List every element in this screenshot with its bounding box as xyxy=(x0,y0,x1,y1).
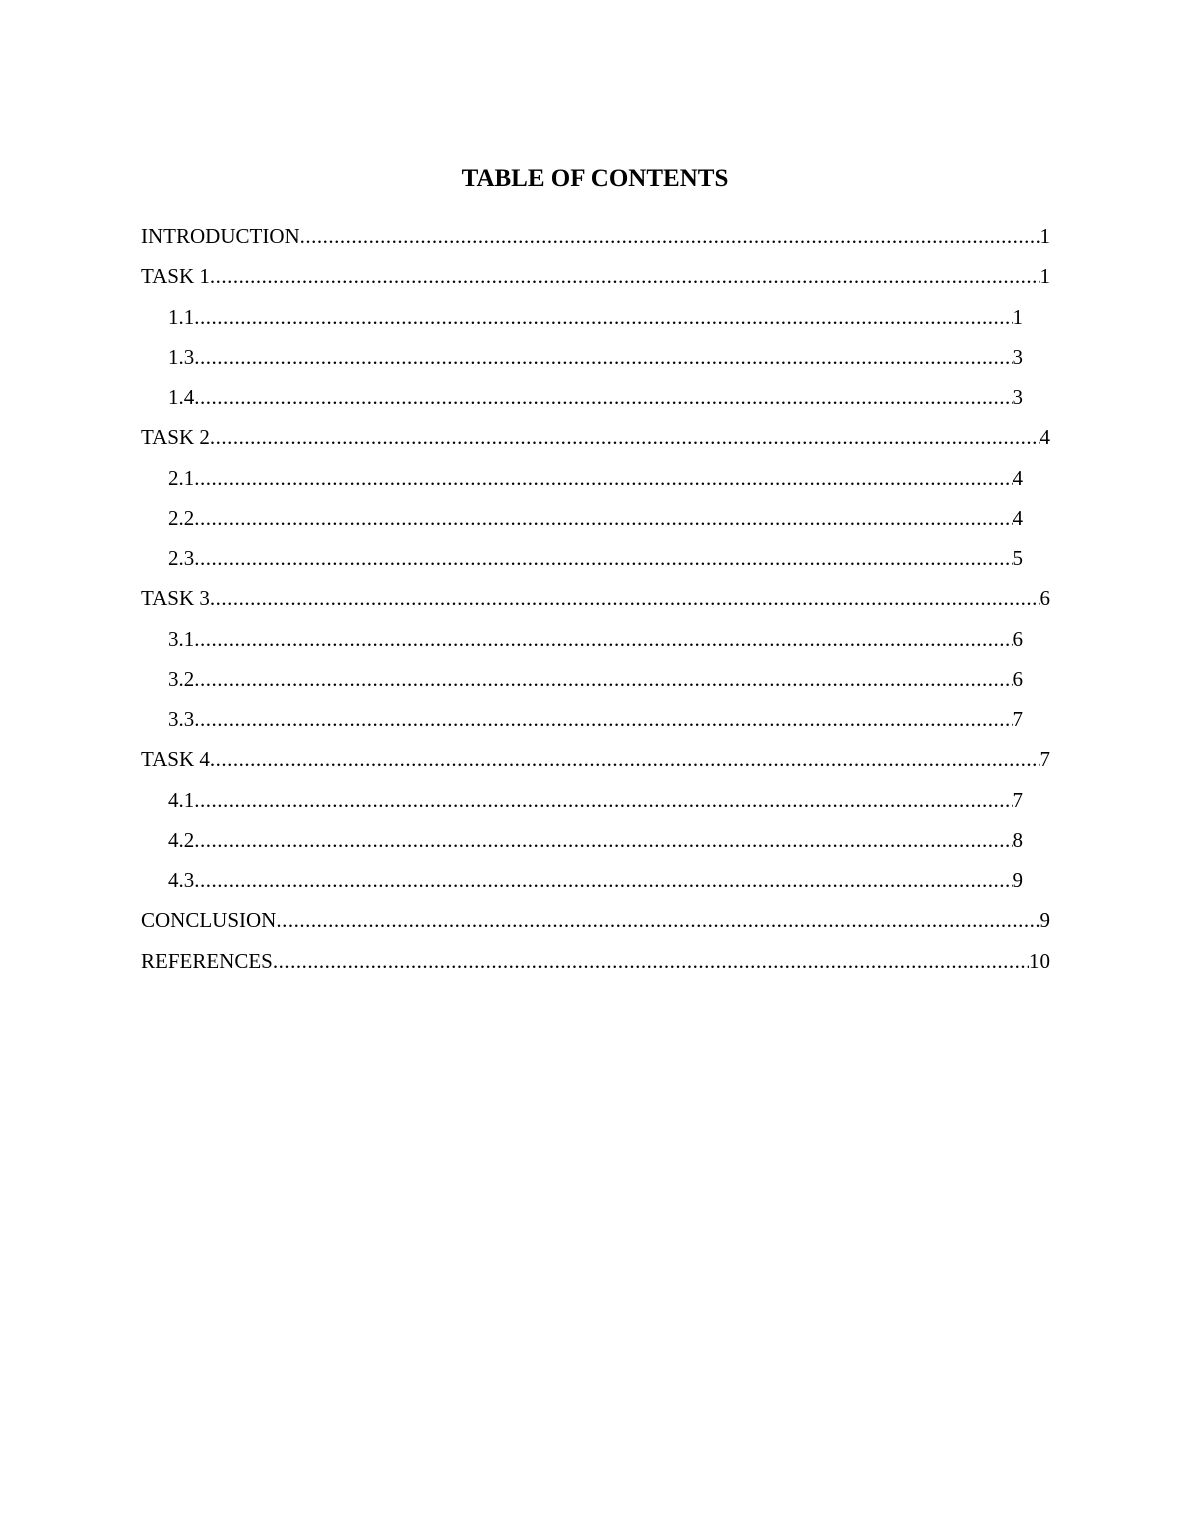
toc-entry[interactable] xyxy=(168,784,1023,824)
toc-entry-label: TASK 3 xyxy=(141,586,210,611)
toc-dot-leader xyxy=(273,945,1029,977)
toc-dot-leader xyxy=(194,542,1012,574)
toc-entry[interactable] xyxy=(168,341,1023,381)
toc-entry-page-number: 3 xyxy=(1012,385,1023,409)
toc-entry-label: 2.2 xyxy=(168,505,195,530)
toc-dot-leader xyxy=(194,703,1012,735)
toc-entry-page-number: 1 xyxy=(1039,264,1050,289)
toc-entry-page-number: 6 xyxy=(1012,626,1023,651)
toc-entry[interactable] xyxy=(141,582,1050,622)
toc-entry-label: 4.3 xyxy=(168,868,195,892)
toc-entry[interactable] xyxy=(168,864,1023,904)
toc-entry-page-number: 1 xyxy=(1039,224,1050,248)
toc-entry[interactable] xyxy=(141,945,1050,985)
toc-entry-page-number: 5 xyxy=(1012,546,1023,570)
toc-entry-label: 2.1 xyxy=(168,465,195,490)
toc-entry[interactable] xyxy=(168,623,1023,663)
toc-heading: TABLE OF CONTENTS xyxy=(461,165,729,192)
toc-dot-leader xyxy=(210,582,1040,614)
toc-dot-leader xyxy=(194,623,1012,655)
toc-entry-page-number: 7 xyxy=(1012,707,1023,731)
toc-entry-label: REFERENCES xyxy=(141,948,273,973)
toc-entry[interactable] xyxy=(141,904,1050,944)
toc-entry-label: CONCLUSION xyxy=(141,908,277,933)
toc-entry[interactable] xyxy=(168,703,1023,743)
toc-entry[interactable] xyxy=(168,381,1023,421)
toc-dot-leader xyxy=(300,220,1040,252)
toc-entry-page-number: 10 xyxy=(1029,948,1050,973)
toc-entry-label: 1.1 xyxy=(168,304,195,329)
toc-entry-page-number: 9 xyxy=(1012,868,1023,892)
toc-entry-page-number: 4 xyxy=(1012,505,1023,530)
toc-dot-leader xyxy=(194,381,1012,413)
toc-entry-page-number: 4 xyxy=(1012,465,1023,490)
toc-entry-label: 2.3 xyxy=(168,546,195,570)
toc-entry-label: 3.1 xyxy=(168,626,195,651)
toc-entry-page-number: 4 xyxy=(1039,425,1050,450)
toc-entry-label: INTRODUCTION xyxy=(141,224,300,248)
toc-dot-leader xyxy=(210,260,1040,292)
toc-entry[interactable] xyxy=(168,301,1023,341)
toc-dot-leader xyxy=(210,743,1040,775)
toc-entry-page-number: 3 xyxy=(1012,344,1023,369)
toc-entry-label: 3.2 xyxy=(168,666,195,691)
toc-entry-page-number: 1 xyxy=(1012,304,1023,329)
toc-entry[interactable] xyxy=(168,462,1023,502)
toc-entry[interactable] xyxy=(168,542,1023,582)
toc-dot-leader xyxy=(210,421,1040,453)
toc-entry[interactable] xyxy=(141,220,1050,260)
toc-entry-label: TASK 4 xyxy=(141,747,210,772)
toc-entry-label: 3.3 xyxy=(168,707,195,731)
toc-entry[interactable] xyxy=(168,663,1023,703)
toc-entry-label: TASK 2 xyxy=(141,425,210,450)
toc-entry-label: TASK 1 xyxy=(141,264,210,289)
toc-entry-page-number: 6 xyxy=(1039,586,1050,611)
toc-dot-leader xyxy=(194,462,1012,494)
toc-entry-page-number: 9 xyxy=(1039,908,1050,933)
toc-entry[interactable] xyxy=(141,260,1050,300)
toc-entry-label: 4.2 xyxy=(168,827,195,852)
toc-entry[interactable] xyxy=(168,824,1023,864)
toc-entry-label: 1.3 xyxy=(168,344,195,369)
toc-entry[interactable] xyxy=(141,743,1050,783)
toc-entry-page-number: 6 xyxy=(1012,666,1023,691)
toc-entry-page-number: 7 xyxy=(1039,747,1050,772)
toc-dot-leader xyxy=(194,784,1012,816)
toc-dot-leader xyxy=(194,502,1012,534)
toc-dot-leader xyxy=(194,663,1012,695)
toc-entry-label: 4.1 xyxy=(168,787,195,812)
toc-dot-leader xyxy=(276,904,1039,936)
toc-dot-leader xyxy=(194,301,1012,333)
toc-dot-leader xyxy=(194,341,1012,373)
toc-dot-leader xyxy=(194,824,1012,856)
toc-entry[interactable] xyxy=(168,502,1023,542)
toc-entry-page-number: 7 xyxy=(1012,787,1023,812)
toc-list xyxy=(141,220,1050,985)
toc-entry[interactable] xyxy=(141,421,1050,461)
toc-entry-page-number: 8 xyxy=(1012,827,1023,852)
toc-entry-label: 1.4 xyxy=(168,385,195,409)
toc-dot-leader xyxy=(194,864,1012,896)
